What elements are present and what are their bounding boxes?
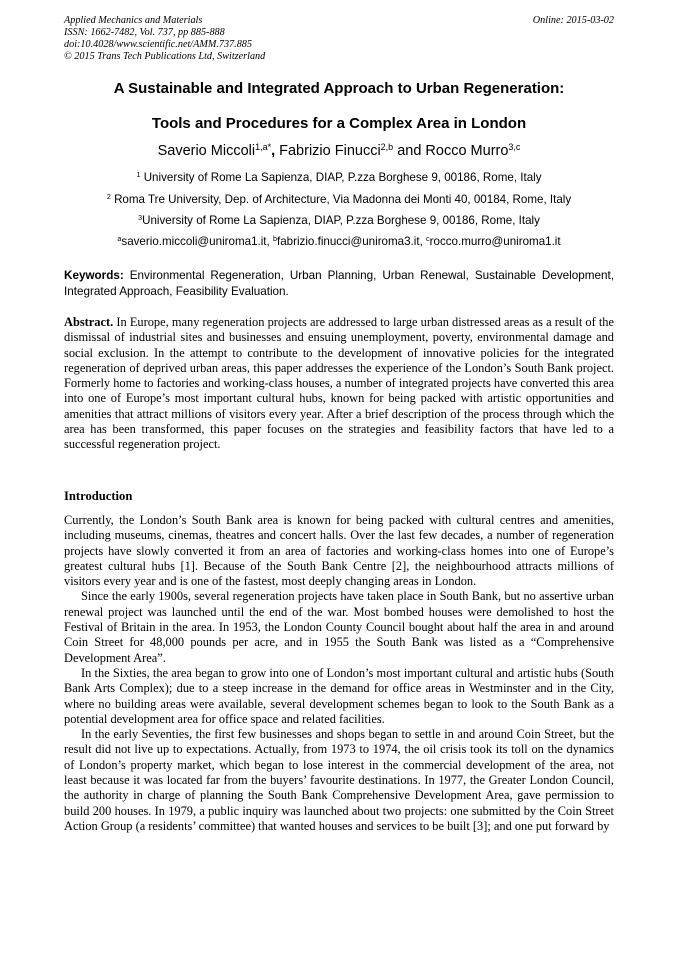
author-and: and	[393, 143, 426, 159]
affiliation	[0, 214, 678, 227]
author-superscript: 3,c	[508, 142, 521, 153]
section-heading: Introduction	[64, 489, 133, 503]
copyright-line: © 2015 Trans Tech Publications Ltd, Switzerland	[64, 51, 266, 62]
keywords-text: Environmental Regeneration, Urban Planning, Urban Renewal, Sustainable Development, Integrated Approach, Feasibility Evaluation.	[64, 269, 614, 298]
doi-line: doi:10.4028/www.scientific.net/AMM.737.885	[64, 39, 252, 50]
author-superscript: 1,a*	[255, 142, 272, 153]
email-marker: a	[117, 234, 122, 244]
author-name: Fabrizio Finucci	[279, 143, 381, 159]
paragraph: In the early Seventies, the first few businesses and shops began to settle in and around Coin Street, but the result did not live up to expectations. Actually, from 1973 to 1974, the oil crisis took its toll on the dynamics of London’s property market, which began to lose interest in the commercial development of the area, not least because it was located far from the buyers’ favourite destinations. In 1977, the Greater London Council, the authority in charge of planning the South Bank Comprehensive Development Area, gave permission to build 200 houses. In 1979, a public inquiry was launched about two projects: one submitted by the Coin Street Action Group (a residents’ committee) that wanted houses and services to be built [3]; and one put forward by	[64, 727, 614, 833]
keywords-label: Keywords:	[64, 269, 124, 282]
email-link[interactable]: fabrizio.finucci@uniroma3.it	[277, 235, 420, 248]
paper-title-line-2: Tools and Procedures for a Complex Area in London	[151, 115, 527, 132]
author-name: Rocco Murro	[425, 143, 509, 159]
author-list	[0, 143, 678, 159]
affiliation-text: Roma Tre University, Dep. of Architecture, Via Madonna dei Monti 40, 00184, Rome, Italy	[114, 193, 572, 206]
paragraph: Currently, the London’s South Bank area is known for being packed with cultural centres and amenities, including museums, cinemas, theatres and concert halls. Over the last few decades, a number of regeneration projects have slowly converted it from an area of factories and working-class homes into one of Europe’s greatest cultural hubs [1]. Because of the South Bank Centre [2], the neighbourhood attracts millions of visitors every year and is one of the fastest, most deeply changing areas in London.	[64, 513, 614, 589]
online-date: Online: 2015-03-02	[532, 15, 614, 26]
abstract-label: Abstract.	[64, 315, 114, 329]
abstract	[64, 315, 614, 453]
affiliation	[0, 193, 678, 206]
author-superscript: 2,b	[380, 142, 394, 153]
email-marker: c	[426, 234, 430, 244]
body-text	[64, 513, 614, 834]
email-list: $^a$saverio.miccoli@uniroma1.it, $^b$fabrizio.finucci@uniroma3.it, $^c$rocco.murro@uniroma1.it	[117, 234, 561, 248]
affiliation-marker: 3	[138, 213, 143, 223]
affiliation-text: University of Rome La Sapienza, DIAP, P.zza Borghese 9, 00186, Rome, Italy	[142, 214, 540, 227]
email-link[interactable]: rocco.murro@uniroma1.it	[429, 235, 561, 248]
email-link[interactable]: saverio.miccoli@uniroma1.it	[121, 235, 267, 248]
issn-line: ISSN: 1662-7482, Vol. 737, pp 885-888	[64, 27, 225, 38]
affiliation-marker: 1	[136, 170, 141, 180]
affiliation-text: University of Rome La Sapienza, DIAP, P.zza Borghese 9, 00186, Rome, Italy	[143, 171, 542, 184]
journal-name: Applied Mechanics and Materials	[64, 15, 203, 26]
running-header	[64, 15, 614, 63]
email-marker: b	[273, 234, 277, 244]
author-name: Saverio Miccoli	[157, 143, 256, 159]
affiliation	[0, 171, 678, 184]
paragraph: In the Sixties, the area began to grow into one of London’s most important cultural and artistic hubs (South Bank Arts Complex); due to a steep increase in the demand for office areas in Westminster and in the City, where no building areas were available, several development schemes began to look to the South Bank as a potential development area for office space and related facilities.	[64, 665, 614, 726]
affiliation-marker: 2	[106, 192, 111, 202]
paragraph: Since the early 1900s, several regeneration projects have taken place in South Bank, but no assertive urban renewal project was launched until the end of the war. Most bombed houses were demolished to host the Festival of Britain in the area. In 1953, the London County Council bought about half the area in and around Coin Street for 48,000 pounds per acre, and in 1955 the South Bank was listed as a “Comprehensive Development Area”.	[64, 589, 614, 665]
paper-title-line-1: A Sustainable and Integrated Approach to Urban Regeneration:	[113, 80, 565, 97]
keywords	[64, 268, 614, 300]
author-separator: ,	[271, 143, 280, 159]
abstract-text: In Europe, many regeneration projects are addressed to large urban distressed areas as a result of the dismissal of industrial sites and businesses and ensuing unemployment, poverty, environmental damage and social exclusion. In the attempt to contribute to the development of innovative policies for the integrated regeneration of deprived urban areas, this paper addresses the experience of the London’s South Bank project. Formerly home to factories and working-class houses, a number of integrated projects have converted this area into one of Europe’s most important cultural hubs, known for being packed with artistic opportunities and amenities that attract millions of visitors every year. After a brief description of the process through which the area has been transformed, this paper focuses on the strategies and feasibility factors that have led to a successful regeneration project.	[64, 315, 615, 452]
